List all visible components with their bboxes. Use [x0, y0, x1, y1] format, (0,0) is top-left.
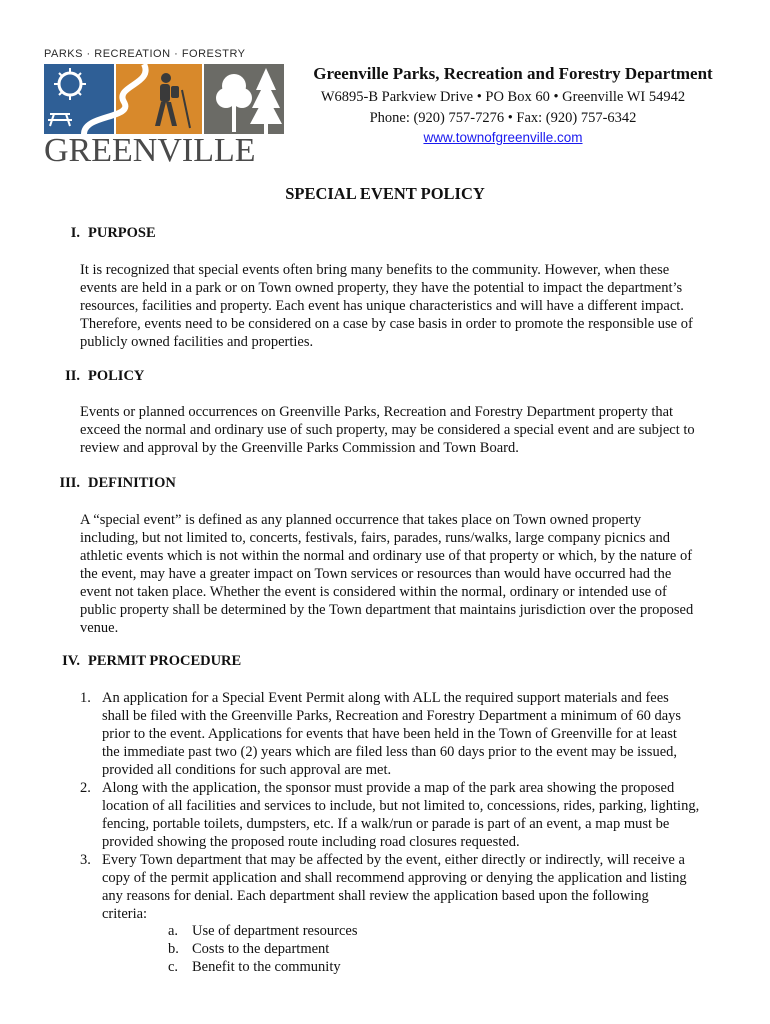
section-number: IV. [62, 653, 80, 669]
text-line: publicly owned facilities and properties. [80, 334, 314, 350]
text-line: Therefore, events need to be considered on a case by case basis in order to promote the responsible use of [80, 316, 693, 332]
text-line: fencing, portable toilets, dumpsters, etc. If a walk/run or parade is part of an event, a map must be [102, 816, 670, 832]
greenville-logo [44, 48, 284, 170]
sub-list-text: Costs to the department [192, 941, 330, 957]
sub-list-item [168, 922, 468, 940]
section-heading-permit-procedure [50, 653, 241, 670]
purpose-paragraph [80, 261, 730, 351]
sub-list-marker: c. [168, 959, 179, 975]
section-heading-definition [50, 475, 176, 492]
text-line: copy of the permit application and shall recommend approving or denying the application and listing [102, 870, 687, 886]
section-title: POLICY [88, 368, 145, 384]
text-line: Along with the application, the sponsor must provide a map of the park area showing the proposed [102, 780, 675, 796]
section-title: DEFINITION [88, 475, 176, 491]
logo-name: GREENVILLE [44, 132, 256, 169]
sub-list-marker: b. [168, 941, 179, 957]
text-line: Every Town department that may be affected by the event, either directly or indirectly, will receive a [102, 852, 685, 868]
text-line: provided all conditions for such approval are met. [102, 762, 392, 778]
text-line: review and approval by the Greenville Parks Commission and Town Board. [80, 440, 519, 456]
text-line: venue. [80, 620, 119, 636]
list-marker: 1. [80, 690, 91, 706]
text-line: the event, may have a greater impact on Town services or resources than would have occurred had the [80, 566, 672, 582]
sub-list-text: Benefit to the community [192, 959, 341, 975]
logo-artwork-icon [44, 64, 284, 136]
sub-list-text: Use of department resources [192, 923, 358, 939]
list-item [80, 689, 730, 779]
section-title: PURPOSE [88, 225, 156, 241]
text-line: Events or planned occurrences on Greenville Parks, Recreation and Forestry Department property that [80, 404, 674, 420]
text-line: prior to the event. Applications for events that have been held in the Town of Greenville for at least [102, 726, 677, 742]
definition-paragraph [80, 511, 730, 637]
org-address: W6895-B Parkview Drive • PO Box 60 • Greenville WI 54942 [320, 89, 686, 105]
text-line: athletic events which is not within the normal and ordinary use of that property or which, by the nature of [80, 548, 693, 564]
org-phone: Phone: (920) 757-7276 • Fax: (920) 757-6342 [369, 110, 637, 126]
text-line: exceed the normal and ordinary use of such property, may be considered a special event and are subject to [80, 422, 695, 438]
sub-list-item [168, 958, 468, 976]
document-title: SPECIAL EVENT POLICY [285, 184, 485, 203]
text-line: provided showing the proposed route including road closures requested. [102, 834, 520, 850]
list-marker: 2. [80, 780, 91, 796]
text-line: event not taken place. Whether the event is considered within the normal, ordinary or intended use of [80, 584, 667, 600]
section-number: III. [59, 475, 80, 491]
text-line: resources, facilities and property. Each event has unique characteristics and will have a different impact. [80, 298, 684, 314]
section-title: PERMIT PROCEDURE [88, 653, 242, 669]
text-line: public property shall be determined by the Town department that maintains jurisdiction over the proposed [80, 602, 694, 618]
text-line: the immediate past two (2) years which are filed less than 60 days prior to the event may be issued, [102, 744, 678, 760]
section-heading-purpose [50, 225, 156, 242]
policy-paragraph [80, 403, 730, 457]
sub-list-marker: a. [168, 923, 179, 939]
section-heading-policy [50, 368, 144, 385]
text-line: events are held in a park or on Town owned property, they have the potential to impact the department’s [80, 280, 683, 296]
sub-list-item [168, 940, 468, 958]
org-name: Greenville Parks, Recreation and Forestry Department [313, 64, 713, 83]
text-line: including, but not limited to, concerts, festivals, fairs, parades, runs/walks, large company picnics and [80, 530, 671, 546]
list-item [80, 779, 730, 851]
text-line: any reasons for denial. Each department shall review the application based upon the following [102, 888, 649, 904]
list-marker: 3. [80, 852, 91, 868]
text-line: location of all facilities and services to include, but not limited to, concessions, rides, parking, lighting, [102, 798, 700, 814]
text-line: A “special event” is defined as any planned occurrence that takes place on Town owned property [80, 512, 642, 528]
section-number: I. [70, 225, 80, 241]
org-website-link[interactable]: www.townofgreenville.com [423, 130, 583, 145]
section-number: II. [65, 368, 80, 384]
logo-tagline: PARKS · RECREATION · FORESTRY [44, 48, 246, 60]
text-line: shall be filed with the Greenville Parks, Recreation and Forestry Department a minimum of 60 days [102, 708, 682, 724]
text-line: criteria: [102, 906, 148, 922]
text-line: It is recognized that special events often bring many benefits to the community. However, when these [80, 262, 670, 278]
list-item [80, 851, 730, 923]
text-line: An application for a Special Event Permit along with ALL the required support materials and fees [102, 690, 669, 706]
